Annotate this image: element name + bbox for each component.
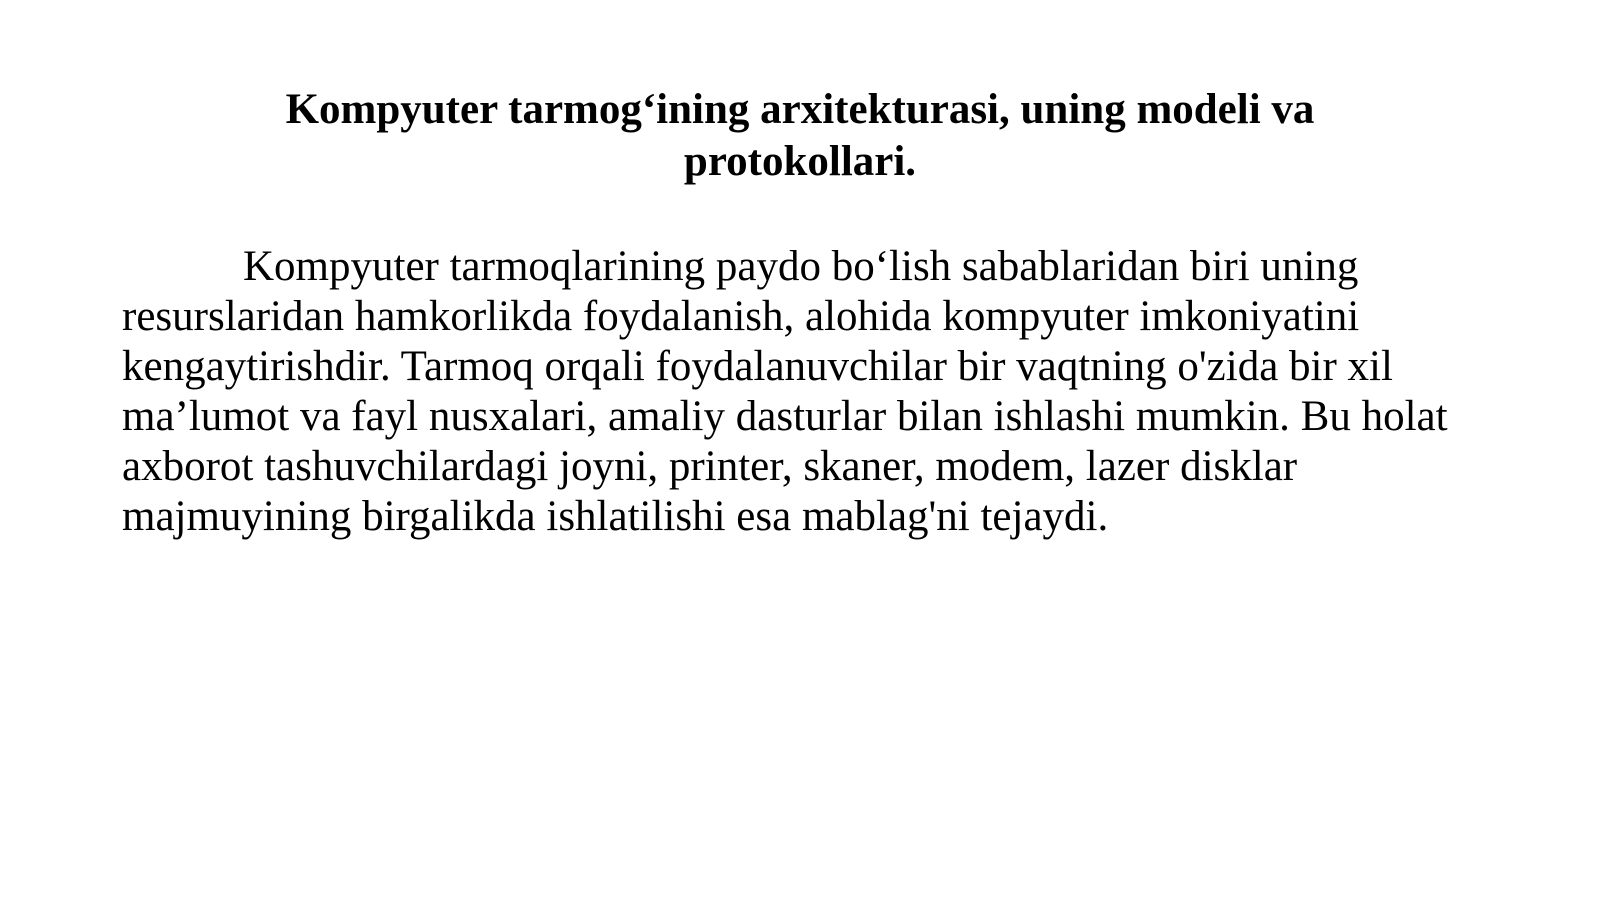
slide-title: Kompyuter tarmog‘ining arxitekturasi, uning modeli va protokollari. xyxy=(285,86,1315,185)
slide-body-paragraph: Kompyuter tarmoqlarining paydo bo‘lish sabablaridan biri uning resurslaridan hamkorlikda foydalanish, alohida kompyuter imkoniyatini kengaytirishdir. Tarmoq orqali foydalanuvchilar bir vaqtning o'zida bir xil ma’lumot va fayl nusxalari, amaliy dasturlar bilan ishlashi mumkin. Bu holat axborot tashuvchilardagi joyni, printer, skaner, modem, lazer disklar majmuyining birgalikda ishlatilishi esa mablag'ni tejaydi. xyxy=(122,243,1448,540)
